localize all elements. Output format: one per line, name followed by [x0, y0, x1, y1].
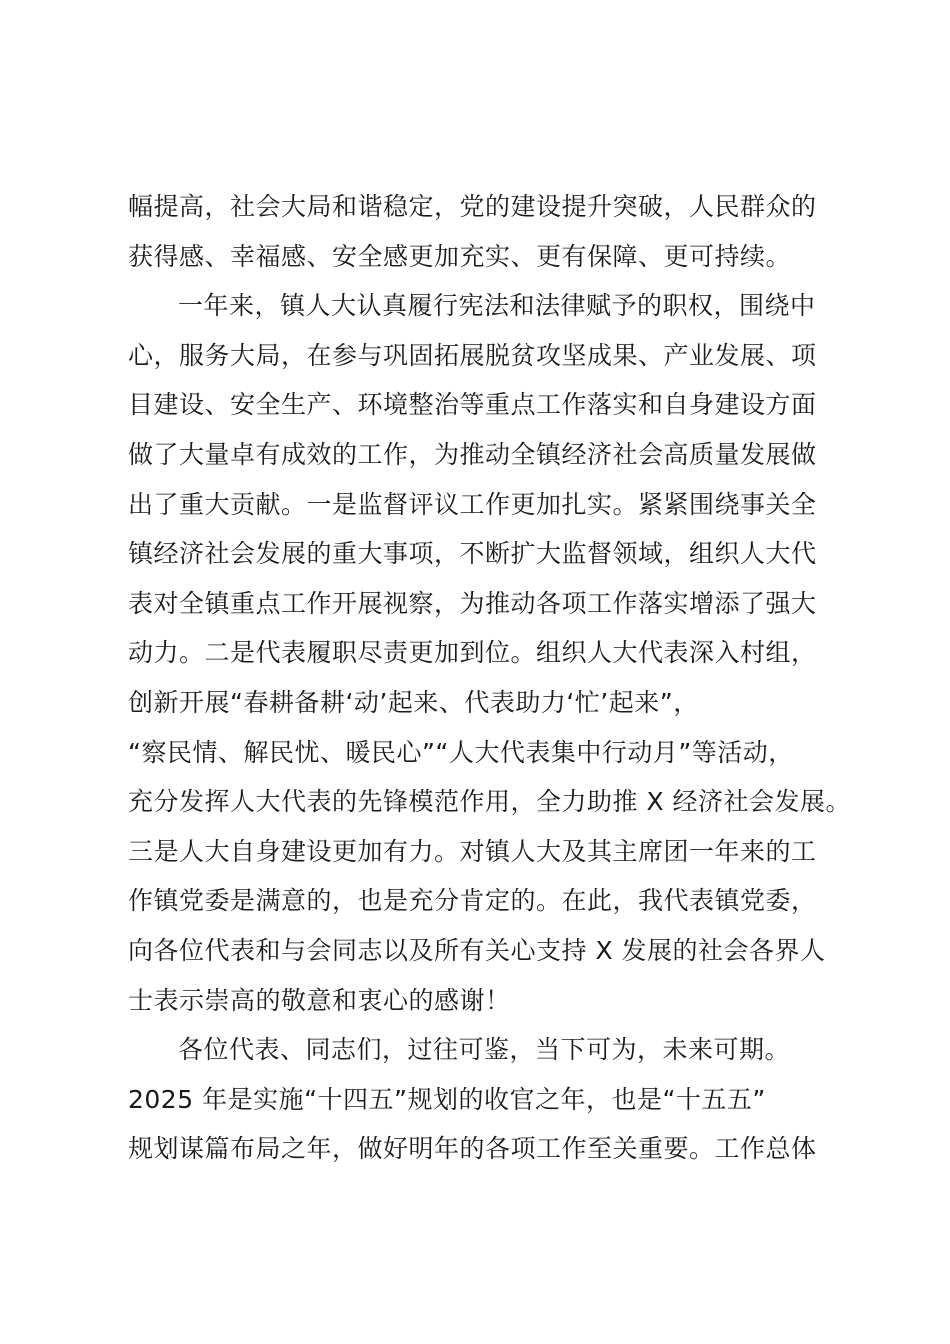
text-line: 做了大量卓有成效的工作，为推动全镇经济社会高质量发展做 [128, 439, 817, 469]
text-line: 三是人大自身建设更加有力。对镇人大及其主席团一年来的工 [128, 836, 817, 866]
text-line: 心，服务大局，在参与巩固拓展脱贫攻坚成果、产业发展、项 [128, 340, 817, 370]
text-line: 2025 年是实施“十四五”规划的收官之年，也是“十五五” [128, 1084, 766, 1114]
text-line: 士表示崇高的敬意和衷心的感谢！ [128, 985, 511, 1015]
paragraph-start-line: 各位代表、同志们，过往可鉴，当下可为，未来可期。 [178, 1035, 791, 1065]
text-line: 规划谋篇布局之年，做好明年的各项工作至关重要。工作总体 [128, 1134, 817, 1164]
text-line: 向各位代表和与会同志以及所有关心支持 X 发展的社会各界人 [128, 935, 826, 965]
text-line: 充分发挥人大代表的先锋模范作用，全力助推 X 经济社会发展。 [128, 787, 852, 817]
text-line: 出了重大贡献。一是监督评议工作更加扎实。紧紧围绕事关全 [128, 489, 817, 519]
body-text [128, 182, 858, 1174]
text-line: 动力。二是代表履职尽责更加到位。组织人大代表深入村组， [128, 638, 817, 668]
text-line: 作镇党委是满意的，也是充分肯定的。在此，我代表镇党委， [128, 886, 817, 916]
text-line: 目建设、安全生产、环境整治等重点工作落实和自身建设方面 [128, 390, 817, 420]
paragraph-start-line: 一年来，镇人大认真履行宪法和法律赋予的职权，围绕中 [178, 291, 816, 321]
text-line: 镇经济社会发展的重大事项，不断扩大监督领域，组织人大代 [128, 539, 817, 569]
text-line: 表对全镇重点工作开展视察，为推动各项工作落实增添了强大 [128, 588, 817, 618]
text-line: “察民情、解民忧、暖民心”“人大代表集中行动月”等活动， [128, 737, 794, 767]
text-line: 幅提高，社会大局和谐稳定，党的建设提升突破，人民群众的 [128, 192, 817, 221]
text-line: 获得感、幸福感、安全感更加充实、更有保障、更可持续。 [128, 241, 792, 271]
text-line: 创新开展“春耕备耕‘动’起来、代表助力‘忙’起来”， [128, 687, 699, 717]
